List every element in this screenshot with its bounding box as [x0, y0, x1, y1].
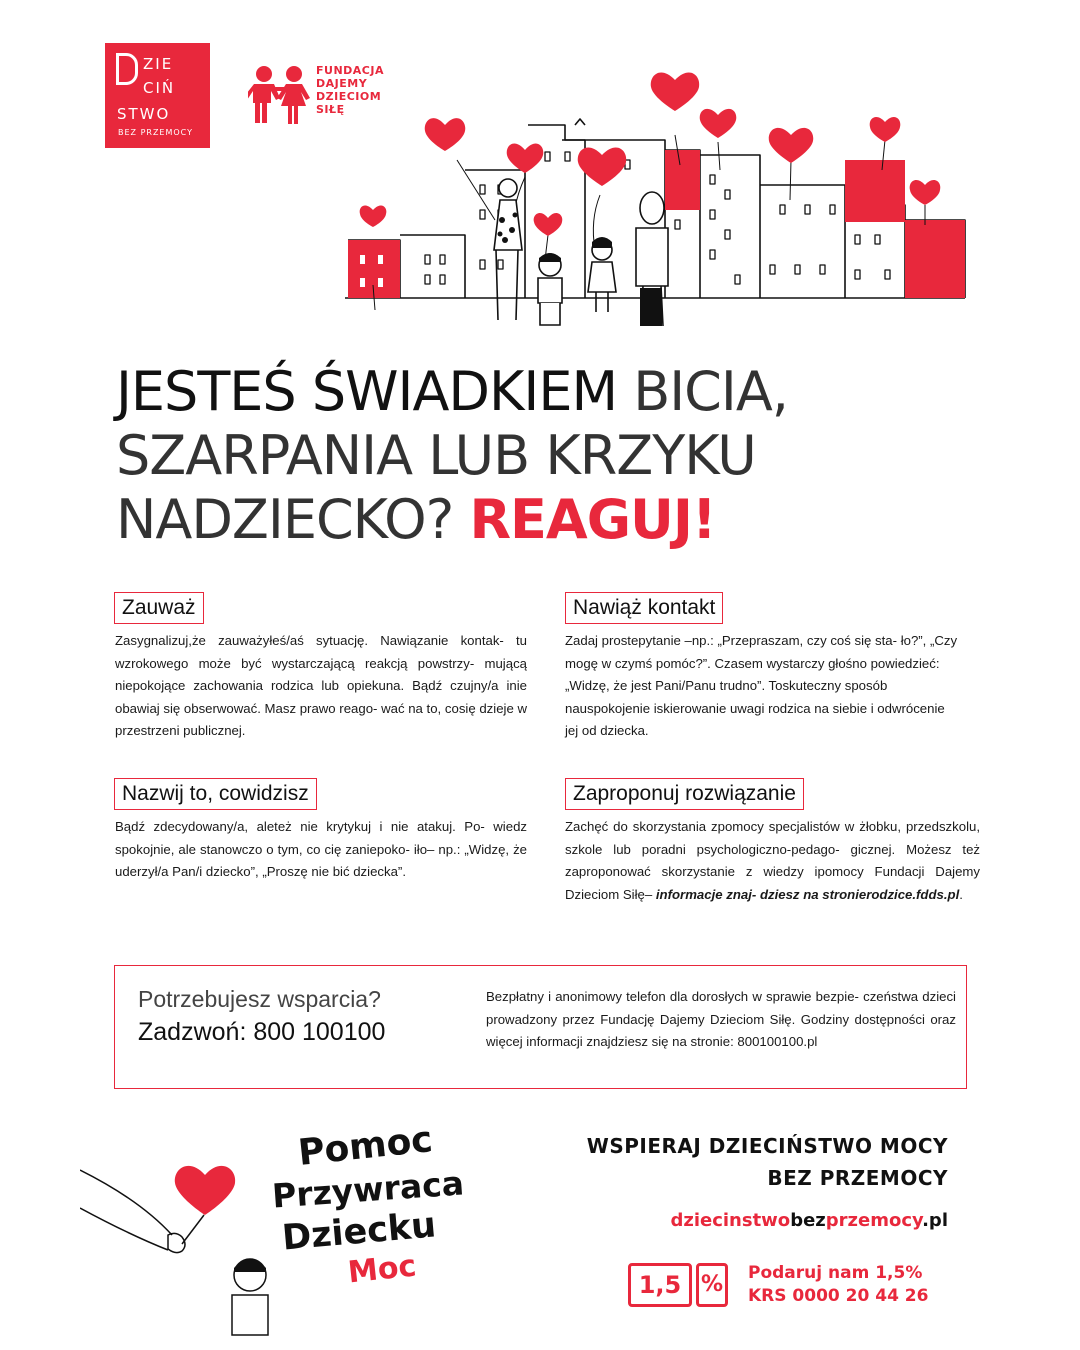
slogan-line-3: Dziecku: [280, 1205, 438, 1259]
support-line-1: WSPIERAJ DZIECIŃSTWO MOCY: [586, 1134, 948, 1158]
helpline-box: [114, 965, 967, 1089]
headline-accent: REAGUJ!: [469, 488, 716, 551]
section-body-zaproponuj: [565, 816, 980, 906]
percent-sign: %: [696, 1263, 728, 1307]
letter-d-shape: [116, 53, 138, 85]
percent-number: 1,5: [628, 1263, 692, 1307]
children-icon: [248, 60, 314, 126]
website-part-2: bez: [790, 1210, 826, 1231]
slogan-line-4: Moc: [346, 1248, 418, 1291]
section-body-nawiaz-kontakt: Zadaj prostepytanie –np.: „Przepraszam, czy coś się sta- ło?”, „Czy mogę w czymś pomóc?”. Czasem wystarczy głośno powiedzieć: „Widzę, że jest Pani/Panu trudno”. Toskuteczny sposób nauspokojenie iskierowanie uwagi rodzica na siebie i odwrócenie jej od dziecka.: [565, 633, 958, 738]
website-part-3: przemocy: [825, 1210, 923, 1231]
helpline-question: Potrzebujesz wsparcia?: [138, 986, 381, 1012]
section-title-zauwaz: Zauważ: [114, 592, 204, 624]
headline-light-3: NADZIECKO?: [116, 488, 470, 551]
logo-line-2: CIŃ: [143, 79, 176, 97]
headline-light-1: BICIA,: [617, 360, 788, 423]
headline: [116, 360, 996, 552]
helpline-description: Bezpłatny i anonimowy telefon dla dorosłych w sprawie bezpie- czeństwa dzieci prowadzony przez Fundację Dajemy Dzieciom Siłę. Godziny dostępności oraz więcej informacji znajdziesz się na stronie: 800100100.pl: [486, 989, 956, 1049]
dziecinstwo-logo: [105, 43, 210, 148]
headline-line-1: [116, 360, 996, 424]
section-body-zaproponuj-end: .: [959, 886, 963, 902]
logo-line-3: STWO: [117, 105, 171, 123]
section-title-nawiaz-kontakt: Nawiąż kontakt: [565, 592, 723, 624]
slogan-pomoc-przywraca: [270, 1120, 510, 1290]
fdds-name: FUNDACJA DAJEMY DZIECIOM SIŁĘ: [316, 64, 384, 116]
section-title-zaproponuj: Zaproponuj rozwiązanie: [565, 778, 804, 810]
slogan-line-2: Przywraca: [270, 1163, 466, 1216]
section-body-zaproponuj-text: Zachęć do skorzystania zpomocy specjalistów w żłobku, przedszkolu, szkole lub poradni psychologiczno-pedago- gicznej. Możesz też zaproponować skorzystanie z wiedzy ipomocy Fundacji Dajemy Dzieciom Siłę–: [565, 819, 980, 902]
section-body-zaproponuj-link: informacje znaj- dziesz na stronierodzice.fdds.pl: [655, 886, 960, 902]
footer-illustration: [80, 1140, 270, 1340]
website-link[interactable]: [670, 1210, 948, 1231]
headline-strong: JESTEŚ ŚWIADKIEM: [116, 360, 618, 423]
support-campaign: [587, 1130, 948, 1194]
slogan-line-1: Pomoc: [296, 1119, 435, 1174]
city-illustration: [340, 60, 980, 335]
helpline-phone[interactable]: Zadzwoń: 800 100100: [138, 1018, 386, 1046]
headline-line-2: SZARPANIA LUB KRZYKU: [116, 424, 756, 487]
support-line-2: BEZ PRZEMOCY: [767, 1166, 948, 1190]
one-point-five-percent-badge: [628, 1263, 728, 1307]
section-body-zauwaz: Zasygnalizuj,że zauważyłeś/aś sytuację. Nawiązanie kontak- tu wzrokowego może być wystarczającą reakcją powstrzy- mującą niepokojące zachowania rodzica lub opiekuna. Bądź czujny/a inie obawiaj się obserwować. Masz prawo reago- wać na to, cosię dzieje w przestrzeni publicznej.: [115, 633, 527, 738]
website-part-4: .pl: [922, 1210, 948, 1231]
donation-krs: KRS 0000 20 44 26: [748, 1286, 929, 1306]
donation-info: [748, 1262, 928, 1308]
section-body-nazwij-to: Bądź zdecydowany/a, aleteż nie krytykuj i nie atakuj. Po- wiedz spokojnie, ale stanowczo o tym, co cię zaniepoko- iło– np.: „Widzę, że uderzył/a Pan/i dziecko”, „Proszę nie bić dziecka”.: [115, 819, 527, 879]
donation-line-1: Podaruj nam 1,5%: [748, 1263, 923, 1283]
logo-line-1: ZIE: [143, 55, 174, 73]
website-part-1: dziecinstwo: [670, 1210, 791, 1231]
logo-line-4: BEZ PRZEMOCY: [118, 128, 194, 137]
headline-line-3: [116, 488, 996, 552]
section-title-nazwij-to: Nazwij to, cowidzisz: [114, 778, 317, 810]
